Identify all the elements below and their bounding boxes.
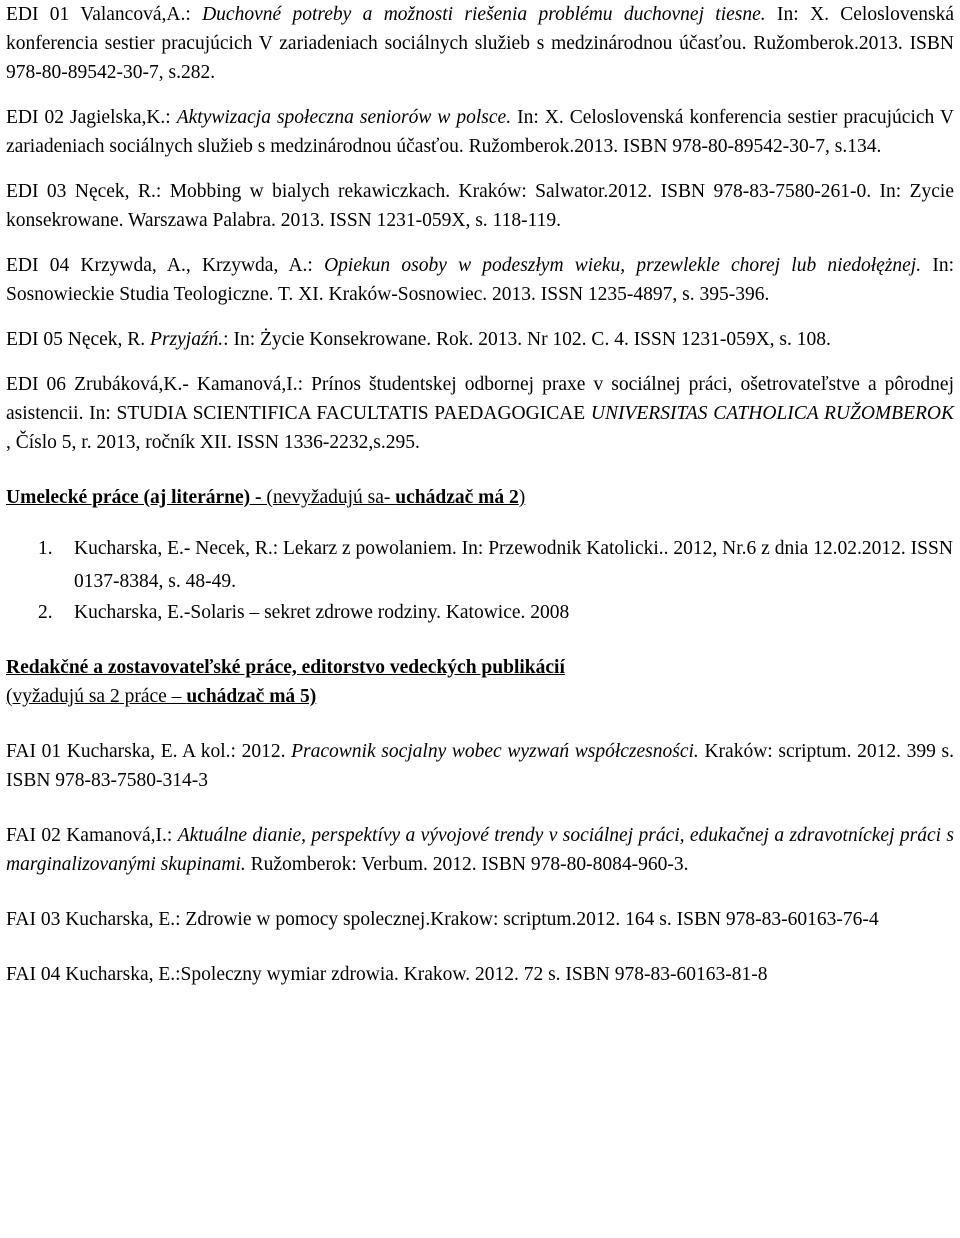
entry-text-segment: In: X. Celoslovenská konferencia sestier pracujúcich V zariadeniach sociálnych služieb s medzinárodnou účasťou. Ružomberok.2013. ISBN 978-80-89542-30-7, s.282.	[6, 4, 954, 83]
entry-text-segment: Duchovné potreby a možnosti riešenia problému duchovnej tiesne.	[202, 4, 766, 25]
entry-text-segment: Aktywizacja społeczna seniorów w polsce.	[176, 107, 512, 128]
entry-text-segment: EDI 05 Nęcek, R.	[6, 329, 151, 350]
heading-text-segment: Umelecké práce (aj literárne) -	[6, 487, 267, 508]
entry-text-segment: EDI 02 Jagielska,K.:	[6, 107, 177, 128]
entry-text-segment: Aktuálne dianie, perspektívy a vývojové trendy v sociálnej práci, edukačnej a zdravotníckej práci s marginalizovanými skupinami.	[6, 825, 954, 875]
entry-text-segment: EDI 04 Krzywda, A., Krzywda, A.:	[6, 255, 325, 276]
literary-works-list	[6, 532, 954, 627]
list-item-text: Kucharska, E.-Solaris – sekret zdrowe rodziny. Katowice. 2008	[74, 602, 570, 623]
editorial-heading-line1: Redakčné a zostavovateľské práce, editorstvo vedeckých publikácií	[6, 657, 565, 678]
list-item-number: 1.	[38, 538, 53, 559]
bibliography-entry	[6, 103, 954, 161]
entry-text-segment: Kraków: scriptum. 2012. 399 s. ISBN 978-83-7580-314-3	[6, 741, 955, 791]
entry-text-segment: , Číslo 5, r. 2013, ročník XII. ISSN 1336-2232,s.295.	[6, 432, 420, 453]
bibliography-entry	[6, 177, 954, 235]
entry-text-segment: In: X. Celoslovenská konferencia sestier pracujúcich V zariadeniach sociálnych služieb s medzinárodnou účasťou. Ružomberok.2013. ISBN 978-80-89542-30-7, s.134.	[6, 107, 954, 157]
entry-text-segment: : In: Życie Konsekrowane. Rok. 2013. Nr 102. C. 4. ISSN 1231-059X, s. 108.	[223, 329, 831, 350]
list-item	[38, 598, 954, 627]
heading-text-segment: )	[518, 487, 526, 508]
list-item	[38, 532, 954, 598]
heading-text-segment: (nevyžadujú sa-	[266, 487, 396, 508]
entry-text-segment: EDI 01 Valancová,A.:	[6, 4, 203, 25]
bibliography-entry	[6, 370, 954, 457]
list-item-number: 2.	[38, 602, 53, 623]
entry-text-segment: EDI 03 Nęcek, R.: Mobbing w bialych rekawiczkach. Kraków: Salwator.2012. ISBN 978-83-7580-261-0. In: Zycie konsekrowane. Warszawa Palabra. 2013. ISSN 1231-059X, s. 118-119.	[6, 181, 954, 231]
bibliography-entry	[6, 0, 954, 87]
bibliography-entry	[6, 960, 954, 989]
heading-text-segment: uchádzač má 2	[395, 487, 519, 508]
entry-text-segment: FAI 03 Kucharska, E.: Zdrowie w pomocy spolecznej.Krakow: scriptum.2012. 164 s. ISBN 978-83-60163-76-4	[6, 909, 879, 930]
bibliography-entry	[6, 325, 954, 354]
entry-text-segment: In: Sosnowieckie Studia Teologiczne. T. XI. Kraków-Sosnowiec. 2013. ISSN 1235-4897, s. 395-396.	[6, 255, 954, 305]
entry-text-segment: Opiekun osoby w podeszłym wieku, przewlekle chorej lub niedołężnej.	[324, 255, 922, 276]
list-item-text: Kucharska, E.- Necek, R.: Lekarz z powolaniem. In: Przewodnik Katolicki.. 2012, Nr.6 z dnia 12.02.2012. ISSN 0137-8384, s. 48-49.	[74, 538, 953, 592]
bibliography-entry	[6, 905, 954, 934]
entry-text-segment: Ružomberok: Verbum. 2012. ISBN 978-80-8084-960-3.	[245, 854, 689, 875]
bibliography-entry	[6, 251, 954, 309]
edi-publications-list	[6, 0, 954, 457]
fai-publications-list	[6, 737, 954, 989]
bibliography-entry	[6, 737, 954, 795]
entry-text-segment: Pracownik socjalny wobec wyzwań współczesności.	[291, 741, 699, 762]
entry-text-segment: UNIVERSITAS CATHOLICA RUŽOMBEROK	[590, 403, 954, 424]
entry-text-segment: EDI 06 Zrubáková,K.- Kamanová,I.: Prínos študentskej odbornej praxe v sociálnej práci, ošetrovateľstve a pôrodnej asistencii. In: STUDIA SCIENTIFICA FACULTATIS PAEDAGOGICAE	[6, 374, 954, 424]
entry-text-segment: Przyjaźń.	[150, 329, 224, 350]
editorial-works-heading	[6, 653, 954, 682]
bibliography-entry	[6, 821, 954, 879]
editorial-works-subheading	[6, 682, 954, 711]
editorial-subheading-part-b: uchádzač má 5)	[186, 686, 317, 707]
literary-works-heading	[6, 483, 954, 512]
editorial-subheading-part-a: (vyžadujú sa 2 práce –	[6, 686, 187, 707]
entry-text-segment: FAI 01 Kucharska, E. A kol.: 2012.	[6, 741, 292, 762]
entry-text-segment: FAI 02 Kamanová,I.:	[6, 825, 178, 846]
entry-text-segment: FAI 04 Kucharska, E.:Spoleczny wymiar zdrowia. Krakow. 2012. 72 s. ISBN 978-83-60163-81-8	[6, 964, 768, 985]
